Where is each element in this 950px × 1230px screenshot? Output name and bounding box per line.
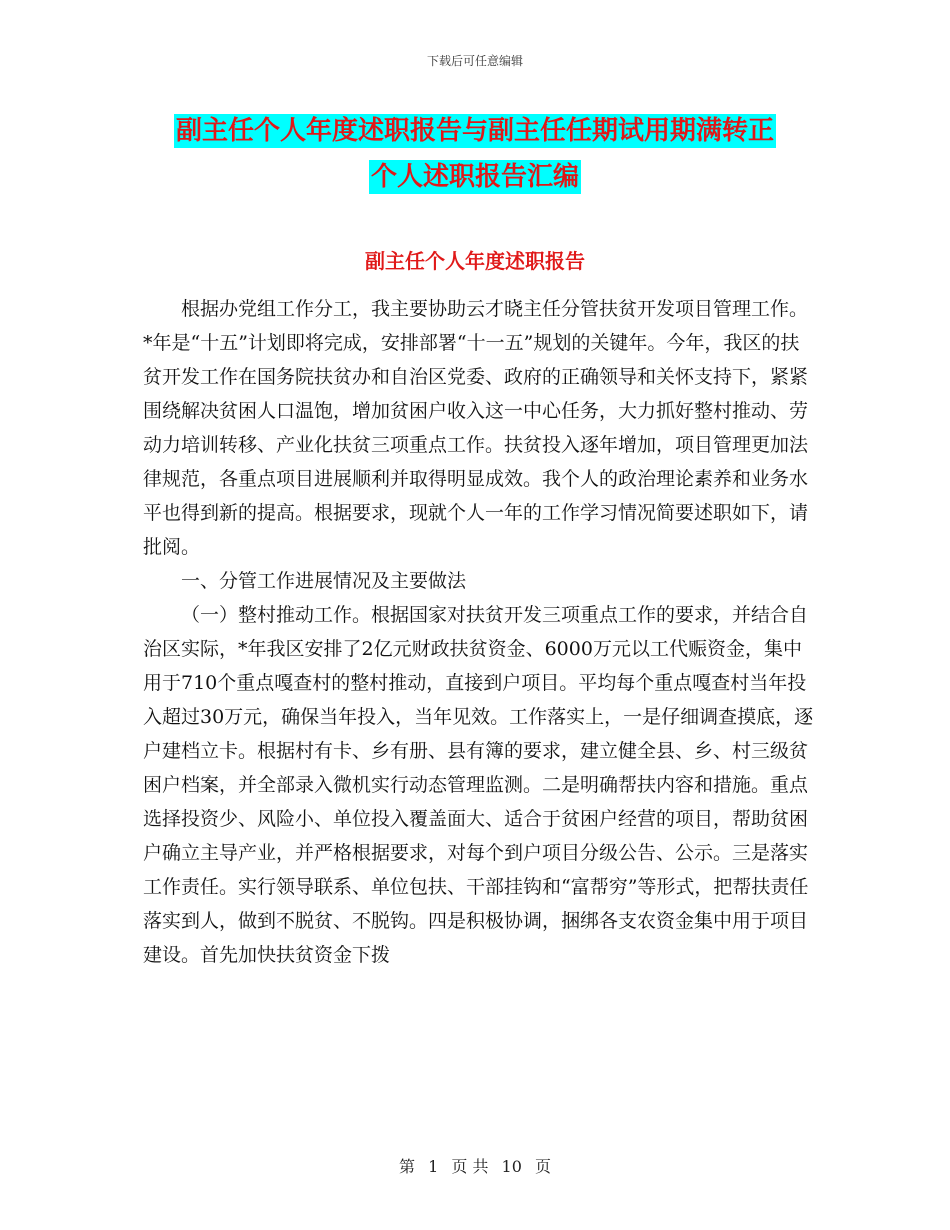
document-title-line1: 副主任个人年度述职报告与副主任任期试用期满转正 <box>175 116 774 146</box>
paragraph: 根据办党组工作分工，我主要协助云才晓主任分管扶贫开发项目管理工作。*年是“十五”计划即将完成，安排部署“十一五”规划的关键年。今年，我区的扶贫开发工作在国务院扶贫办和自治区党委、政府的正确领导和关怀支持下，紧紧围绕解决贫困人口温饱，增加贫困户收入这一中心任务，大力抓好整村推动、劳动力培训转移、产业化扶贫三项重点工作。扶贫投入逐年增加，项目管理更加法律规范，各重点项目进展顺利并取得明显成效。我个人的政治理论素养和业务水平也得到新的提高。根据要求，现就个人一年的工作学习情况简要述职如下，请批阅。 <box>143 298 809 558</box>
section-title: 副主任个人年度述职报告 <box>365 249 585 273</box>
page-total: 10 <box>501 1157 522 1176</box>
document-title-line2: 个人述职报告汇编 <box>370 162 579 192</box>
header-note: 下载后可任意编辑 <box>426 54 523 68</box>
page-footer <box>0 1154 950 1177</box>
document-body <box>143 292 815 972</box>
footer-prefix: 第 <box>398 1157 415 1176</box>
paragraph-heading: 一、分管工作进展情况及主要做法 <box>181 570 467 592</box>
footer-middle: 页 共 <box>451 1157 489 1176</box>
paragraph: （一）整村推动工作。根据国家对扶贫开发三项重点工作的要求，并结合自治区实际，*年我区安排了2亿元财政扶贫资金、6000万元以工代赈资金，集中用于710个重点嘎查村的整村推动，直接到户项目。平均每个重点嘎查村当年投入超过30万元，确保当年投入，当年见效。工作落实上，一是仔细调查摸底，逐户建档立卡。根据村有卡、乡有册、县有簿的要求，建立健全县、乡、村三级贫困户档案，并全部录入微机实行动态管理监测。二是明确帮扶内容和措施。重点选择投资少、风险小、单位投入覆盖面大、适合于贫困户经营的项目，帮助贫困户确立主导产业，并严格根据要求，对每个到户项目分级公告、公示。三是落实工作责任。实行领导联系、单位包扶、干部挂钩和“富帮穷”等形式，把帮扶责任落实到人，做到不脱贫、不脱钩。四是积极协调，捆绑各支农资金集中用于项目建设。首先加快扶贫资金下拨 <box>143 604 814 966</box>
page-number: 1 <box>428 1157 439 1176</box>
footer-suffix: 页 <box>535 1157 552 1176</box>
document-title <box>0 108 950 200</box>
